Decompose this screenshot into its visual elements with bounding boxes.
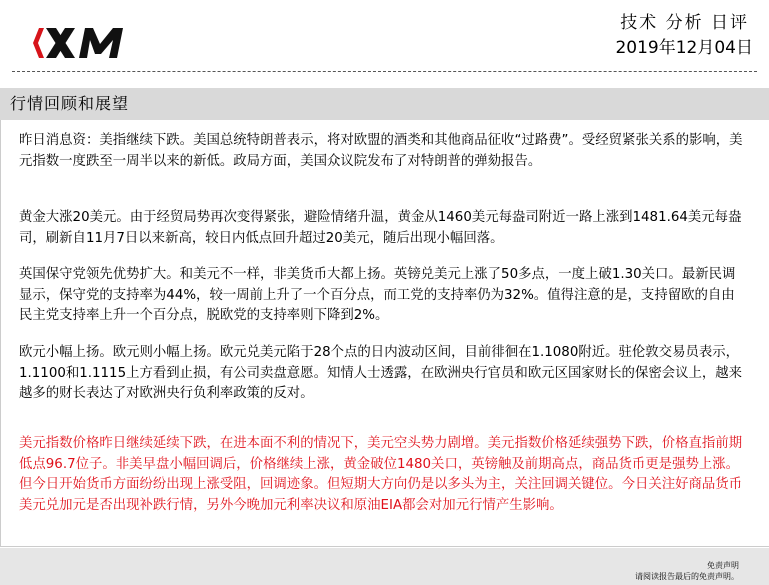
section-title: 行情回顾和展望: [10, 94, 130, 113]
disclaimer-block: [635, 560, 739, 582]
logo-red-slash: [33, 28, 44, 58]
disclaimer-note: 请阅读报告最后的免责声明。: [635, 572, 739, 581]
disclaimer-title: 免责声明: [707, 561, 739, 570]
report-type: 技术 分析 日评: [620, 13, 749, 33]
footer-bar: [0, 548, 769, 585]
logo-m-shape: [79, 28, 123, 58]
paragraph-news: 昨日消息资：美指继续下跌。美国总统特朗普表示，将对欧盟的酒类和其他商品征收“过路费”。受经贸紧张关系的影响，美元指数一度跌至一周半以来的新低。政局方面，美国众议院发布了对特朗普的弹劾报告。: [19, 133, 743, 169]
paragraph-gbp: 英国保守党领先优势扩大。和美元不一样，非美货币大都上扬。英镑兑美元上涨了50多点，一度上破1.30关口。最新民调显示，保守党的支持率为44%，较一周前上升了一个百分点，而工党的支持率仍为32%。值得注意的是，支持留欧的自由民主党支持率上升一个百分点，脱欧党的支持率则下降到2%。: [19, 267, 736, 323]
paragraph-outlook: 美元指数价格昨日继续延续下跌，在进本面不利的情况下，美元空头势力剧增。美元指数价格延续强势下跌，价格直指前期低点96.7位子。非美早盘小幅回调后，价格继续上涨，黄金破位1480关口，英镑触及前期高点，商品货币更是强势上涨。但今日开始货币方面纷纷出现上涨受阻，回调迹象。但短期大方向仍是以多头为主，关注回调关键位。今日关注好商品货币美元兑加元是否出现补跌行情，另外今晚加元利率决议和原油EIA都会对加元行情产生影响。: [19, 436, 743, 513]
report-body: [0, 120, 769, 547]
report-date: 2019年12月04日: [615, 38, 753, 58]
paragraph-eur: 欧元小幅上扬。欧元则小幅上扬。欧元兑美元陷于28个点的日内波动区间，目前徘徊在1.1080附近。驻伦敦交易员表示，1.1100和1.1115上方看到止损，有公司卖盘意愿。知情人士透露，在欧洲央行官员和欧元区国家财长的保密会议上，越来越多的财长表达了对欧洲央行负利率政策的反对。: [19, 345, 743, 401]
section-header-bar: [0, 88, 769, 120]
paragraph-gold: 黄金大涨20美元。由于经贸局势再次变得紧张，避险情绪升温，黄金从1460美元每盎司附近一路上涨到1481.64美元每盎司，刷新自11月7日以来新高，较日内低点回升超过20美元，随后出现小幅回落。: [19, 210, 742, 246]
header-divider: [12, 71, 757, 72]
report-header: [615, 12, 753, 60]
xm-logo: [33, 22, 129, 64]
